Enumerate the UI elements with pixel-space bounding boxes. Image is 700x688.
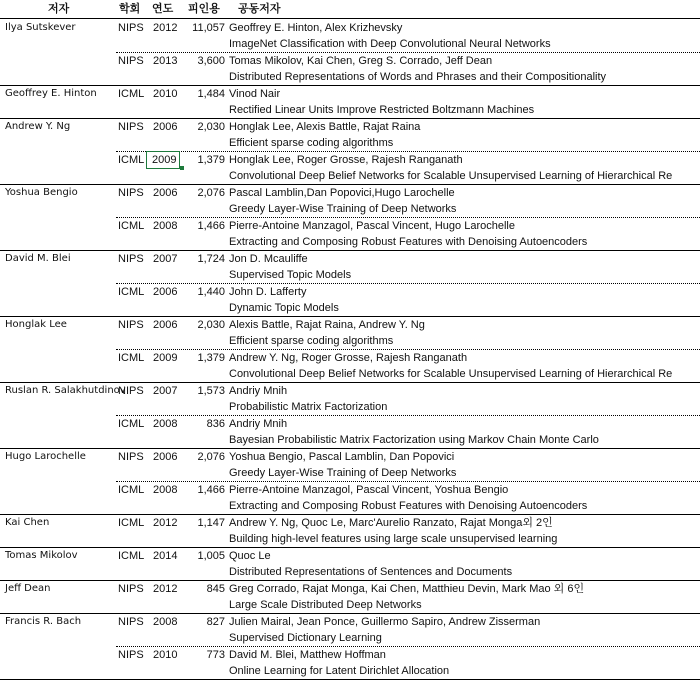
conference-cell[interactable]: NIPS: [118, 319, 144, 331]
citations-cell[interactable]: 3,600: [197, 55, 225, 67]
conference-cell[interactable]: ICML: [118, 484, 145, 496]
year-cell[interactable]: 2006: [153, 286, 178, 298]
year-cell[interactable]: 2008: [153, 220, 178, 232]
coauthors-cell[interactable]: Yoshua Bengio, Pascal Lamblin, Dan Popovici: [229, 451, 455, 463]
coauthors-cell[interactable]: Honglak Lee, Alexis Battle, Rajat Raina: [229, 121, 421, 133]
paper-title-cell[interactable]: Extracting and Composing Robust Features with Denoising Autoencoders: [229, 500, 588, 512]
header-conference[interactable]: 학회: [119, 2, 141, 15]
author-name[interactable]: David M. Blei: [5, 253, 71, 264]
citations-cell[interactable]: 1,466: [197, 220, 225, 232]
author-name[interactable]: Ruslan R. Salakhutdinov: [5, 385, 126, 396]
coauthors-cell[interactable]: Pierre-Antoine Manzagol, Pascal Vincent, Yoshua Bengio: [229, 484, 509, 496]
coauthors-cell[interactable]: Greg Corrado, Rajat Monga, Kai Chen, Matthieu Devin, Mark Mao 외 6인: [229, 583, 585, 595]
citations-cell[interactable]: 845: [206, 583, 225, 595]
coauthors-cell[interactable]: Tomas Mikolov, Kai Chen, Greg S. Corrado, Jeff Dean: [229, 55, 493, 67]
selection-fill-handle[interactable]: [180, 166, 184, 170]
coauthors-cell[interactable]: Julien Mairal, Jean Ponce, Guillermo Sapiro, Andrew Zisserman: [229, 616, 541, 628]
coauthors-cell[interactable]: Andriy Mnih: [229, 418, 288, 430]
conference-cell[interactable]: NIPS: [118, 55, 144, 67]
paper-title-cell[interactable]: Building high-level features using large scale unsupervised learning: [229, 533, 558, 545]
paper-title-cell[interactable]: Probabilistic Matrix Factorization: [229, 401, 388, 413]
paper-title-cell[interactable]: Greedy Layer-Wise Training of Deep Networks: [229, 203, 457, 215]
conference-cell[interactable]: ICML: [118, 220, 145, 232]
year-cell[interactable]: 2007: [153, 253, 178, 265]
author-name[interactable]: Geoffrey E. Hinton: [5, 88, 97, 99]
coauthors-cell[interactable]: Vinod Nair: [229, 88, 281, 100]
paper-title-cell[interactable]: Convolutional Deep Belief Networks for Scalable Unsupervised Learning of Hierarchical Re: [229, 368, 673, 380]
paper-title-cell[interactable]: Convolutional Deep Belief Networks for Scalable Unsupervised Learning of Hierarchical Re: [229, 170, 673, 182]
coauthors-cell[interactable]: John D. Lafferty: [229, 286, 307, 298]
coauthors-cell[interactable]: Pierre-Antoine Manzagol, Pascal Vincent, Hugo Larochelle: [229, 220, 515, 232]
author-divider: [0, 547, 700, 548]
paper-title-cell[interactable]: Efficient sparse coding algorithms: [229, 335, 394, 347]
author-name[interactable]: Hugo Larochelle: [5, 451, 86, 462]
coauthors-cell[interactable]: Andrew Y. Ng, Quoc Le, Marc'Aurelio Ranzato, Rajat Monga외 2인: [229, 517, 553, 529]
author-name[interactable]: Ilya Sutskever: [5, 22, 76, 33]
coauthors-cell[interactable]: Alexis Battle, Rajat Raina, Andrew Y. Ng: [229, 319, 425, 331]
conference-cell[interactable]: NIPS: [118, 583, 144, 595]
author-divider: [0, 250, 700, 251]
citations-cell[interactable]: 1,379: [197, 352, 225, 364]
conference-cell[interactable]: ICML: [118, 352, 145, 364]
year-cell[interactable]: 2010: [153, 88, 178, 100]
paper-title-cell[interactable]: Distributed Representations of Sentences and Documents: [229, 566, 513, 578]
citations-cell[interactable]: 1,484: [197, 88, 225, 100]
author-name[interactable]: Tomas Mikolov: [5, 550, 78, 561]
conference-cell[interactable]: ICML: [118, 418, 145, 430]
year-cell[interactable]: 2006: [153, 187, 178, 199]
conference-cell[interactable]: NIPS: [118, 616, 144, 628]
year-cell[interactable]: 2008: [153, 484, 178, 496]
paper-title-cell[interactable]: Distributed Representations of Words and Phrases and their Compositionality: [229, 71, 607, 83]
conference-cell[interactable]: NIPS: [118, 385, 144, 397]
coauthors-cell[interactable]: Quoc Le: [229, 550, 271, 562]
conference-cell[interactable]: ICML: [118, 154, 145, 166]
paper-title-cell[interactable]: Supervised Topic Models: [229, 269, 352, 281]
citations-cell[interactable]: 1,573: [197, 385, 225, 397]
paper-title-cell[interactable]: Efficient sparse coding algorithms: [229, 137, 394, 149]
year-cell[interactable]: 2008: [153, 616, 178, 628]
citations-cell[interactable]: 773: [206, 649, 225, 661]
conference-cell[interactable]: NIPS: [118, 253, 144, 265]
header-citations[interactable]: 피인용: [188, 2, 220, 15]
author-divider: [0, 679, 700, 680]
conference-cell[interactable]: ICML: [118, 286, 145, 298]
paper-title-cell[interactable]: ImageNet Classification with Deep Convolutional Neural Networks: [229, 38, 551, 50]
citations-cell[interactable]: 1,005: [197, 550, 225, 562]
author-name[interactable]: Jeff Dean: [5, 583, 51, 594]
coauthors-cell[interactable]: David M. Blei, Matthew Hoffman: [229, 649, 386, 661]
conference-cell[interactable]: ICML: [118, 517, 145, 529]
year-cell[interactable]: 2006: [153, 319, 178, 331]
paper-title-cell[interactable]: Large Scale Distributed Deep Networks: [229, 599, 422, 611]
coauthors-cell[interactable]: Jon D. Mcauliffe: [229, 253, 308, 265]
coauthors-cell[interactable]: Pascal Lamblin,Dan Popovici,Hugo Larochelle: [229, 187, 455, 199]
coauthors-cell[interactable]: Andrew Y. Ng, Roger Grosse, Rajesh Ranganath: [229, 352, 468, 364]
header-coauthors[interactable]: 공동저자: [238, 2, 281, 15]
paper-title-cell[interactable]: Rectified Linear Units Improve Restricted Boltzmann Machines: [229, 104, 535, 116]
author-name[interactable]: Francis R. Bach: [5, 616, 82, 627]
year-cell[interactable]: 2006: [153, 451, 178, 463]
year-cell[interactable]: 2012: [153, 583, 178, 595]
citations-cell[interactable]: 11,057: [192, 22, 225, 34]
citations-cell[interactable]: 2,076: [197, 187, 225, 199]
citations-cell[interactable]: 836: [206, 418, 225, 430]
year-cell[interactable]: 2009: [153, 352, 178, 364]
paper-title-cell[interactable]: Dynamic Topic Models: [229, 302, 339, 314]
author-name[interactable]: Yoshua Bengio: [5, 187, 78, 198]
author-name[interactable]: Honglak Lee: [5, 319, 67, 330]
author-divider: [0, 85, 700, 86]
citations-cell[interactable]: 1,724: [197, 253, 225, 265]
citations-cell[interactable]: 2,030: [197, 319, 225, 331]
coauthors-cell[interactable]: Geoffrey E. Hinton, Alex Krizhevsky: [229, 22, 403, 34]
coauthors-cell[interactable]: Honglak Lee, Roger Grosse, Rajesh Ranganath: [229, 154, 463, 166]
conference-cell[interactable]: NIPS: [118, 121, 144, 133]
paper-title-cell[interactable]: Bayesian Probabilistic Matrix Factorization using Markov Chain Monte Carlo: [229, 434, 599, 446]
citations-cell[interactable]: 1,147: [197, 517, 225, 529]
year-cell[interactable]: 2012: [153, 517, 178, 529]
author-name[interactable]: Kai Chen: [5, 517, 50, 528]
paper-title-cell[interactable]: Online Learning for Latent Dirichlet Allocation: [229, 665, 450, 677]
paper-title-cell[interactable]: Extracting and Composing Robust Features with Denoising Autoencoders: [229, 236, 588, 248]
paper-title-cell[interactable]: Greedy Layer-Wise Training of Deep Networks: [229, 467, 457, 479]
year-cell[interactable]: 2013: [153, 55, 178, 67]
conference-cell[interactable]: ICML: [118, 550, 145, 562]
citations-cell[interactable]: 2,030: [197, 121, 225, 133]
author-name[interactable]: Andrew Y. Ng: [5, 121, 71, 132]
header-year[interactable]: 연도: [152, 2, 174, 15]
year-cell[interactable]: 2012: [153, 22, 178, 34]
paper-title-cell[interactable]: Supervised Dictionary Learning: [229, 632, 382, 644]
citations-cell[interactable]: 827: [206, 616, 225, 628]
conference-cell[interactable]: NIPS: [118, 22, 144, 34]
conference-cell[interactable]: NIPS: [118, 451, 144, 463]
year-cell[interactable]: 2014: [153, 550, 178, 562]
header-divider: [0, 18, 700, 19]
year-cell[interactable]: 2009: [147, 152, 179, 168]
header-author[interactable]: 저자: [48, 2, 70, 15]
coauthors-cell[interactable]: Andriy Mnih: [229, 385, 288, 397]
year-cell[interactable]: 2008: [153, 418, 178, 430]
citations-cell[interactable]: 1,379: [197, 154, 225, 166]
conference-cell[interactable]: ICML: [118, 88, 145, 100]
citations-cell[interactable]: 1,466: [197, 484, 225, 496]
year-cell[interactable]: 2006: [153, 121, 178, 133]
citations-cell[interactable]: 2,076: [197, 451, 225, 463]
conference-cell[interactable]: NIPS: [118, 649, 144, 661]
conference-cell[interactable]: NIPS: [118, 187, 144, 199]
year-cell[interactable]: 2010: [153, 649, 178, 661]
citations-cell[interactable]: 1,440: [197, 286, 225, 298]
year-cell[interactable]: 2007: [153, 385, 178, 397]
